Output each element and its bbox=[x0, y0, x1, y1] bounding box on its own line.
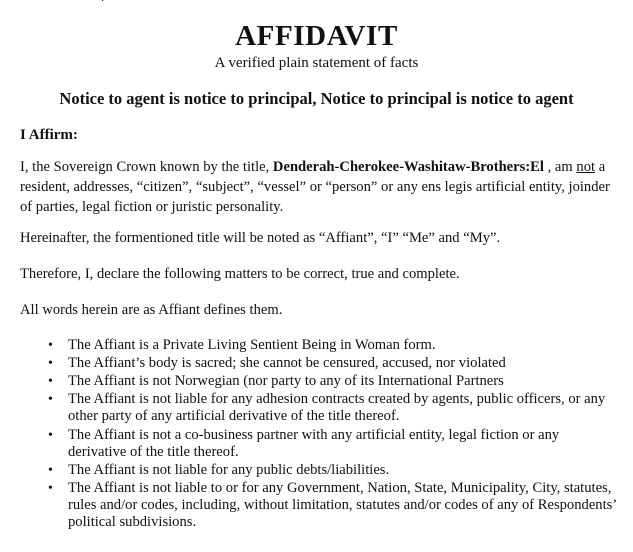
list-item bbox=[46, 355, 621, 372]
intro-text-before: I, the Sovereign Crown known by the title, bbox=[20, 159, 273, 175]
list-item bbox=[46, 337, 621, 354]
bullet-icon: • bbox=[48, 428, 53, 443]
list-item bbox=[46, 373, 621, 390]
list-item-text: The Affiant is not Norwegian (nor party to any of its International Partners bbox=[68, 373, 504, 389]
bullet-icon: • bbox=[48, 356, 53, 371]
not-word: not bbox=[576, 159, 596, 175]
list-item bbox=[46, 480, 621, 531]
bullet-icon: • bbox=[48, 463, 53, 478]
hereinafter-paragraph: Hereinafter, the formentioned title will be noted as “Affiant”, “I” “Me” and “My”. bbox=[20, 230, 501, 246]
bullet-icon: • bbox=[48, 338, 53, 353]
list-item bbox=[46, 427, 621, 461]
definitions-paragraph: All words herein are as Affiant defines them. bbox=[20, 302, 283, 318]
bullet-icon: • bbox=[48, 392, 53, 407]
list-item-text: The Affiant’s body is sacred; she cannot be censured, accused, nor violated bbox=[68, 355, 506, 371]
document-title: AFFIDAVIT bbox=[235, 20, 398, 52]
affiant-name: Denderah-Cherokee-Washitaw-Brothers:El bbox=[272, 159, 544, 175]
intro-paragraph bbox=[20, 157, 618, 217]
stray-mark: · bbox=[101, 0, 105, 7]
list-item bbox=[46, 462, 621, 479]
list-item-text: The Affiant is not liable for any adhesion contracts created by agents, public officers, or any other party of any artificial derivative of the title thereof. bbox=[68, 391, 606, 424]
bullet-icon: • bbox=[48, 374, 53, 389]
notice-statement: Notice to agent is notice to principal, Notice to principal is notice to agent bbox=[59, 89, 574, 108]
list-item-text: The Affiant is not liable to or for any Government, Nation, State, Municipality, City, statutes, rules and/or codes, including, without limitation, statutes and/or codes of any of Respondents’ political subdivisions. bbox=[68, 480, 617, 530]
affirm-heading: I Affirm: bbox=[20, 127, 78, 143]
list-item-text: The Affiant is not a co-business partner with any artificial entity, legal fiction or any derivative of the title thereof. bbox=[68, 427, 560, 460]
intro-text-rest: a resident, addresses, “citizen”, “subject”, “vessel” or “person” or any ens legis artificial entity, joinder of parties, legal fiction or juristic personality. bbox=[20, 159, 610, 215]
document-subtitle: A verified plain statement of facts bbox=[214, 55, 419, 71]
list-item-text: The Affiant is a Private Living Sentient Being in Woman form. bbox=[68, 337, 436, 353]
bullet-icon: • bbox=[48, 481, 53, 496]
affirmation-list bbox=[46, 337, 621, 532]
intro-text-after: , am bbox=[543, 159, 577, 175]
list-item-text: The Affiant is not liable for any public debts/liabilities. bbox=[68, 462, 390, 478]
therefore-paragraph: Therefore, I, declare the following matters to be correct, true and complete. bbox=[20, 266, 460, 282]
list-item bbox=[46, 391, 621, 425]
